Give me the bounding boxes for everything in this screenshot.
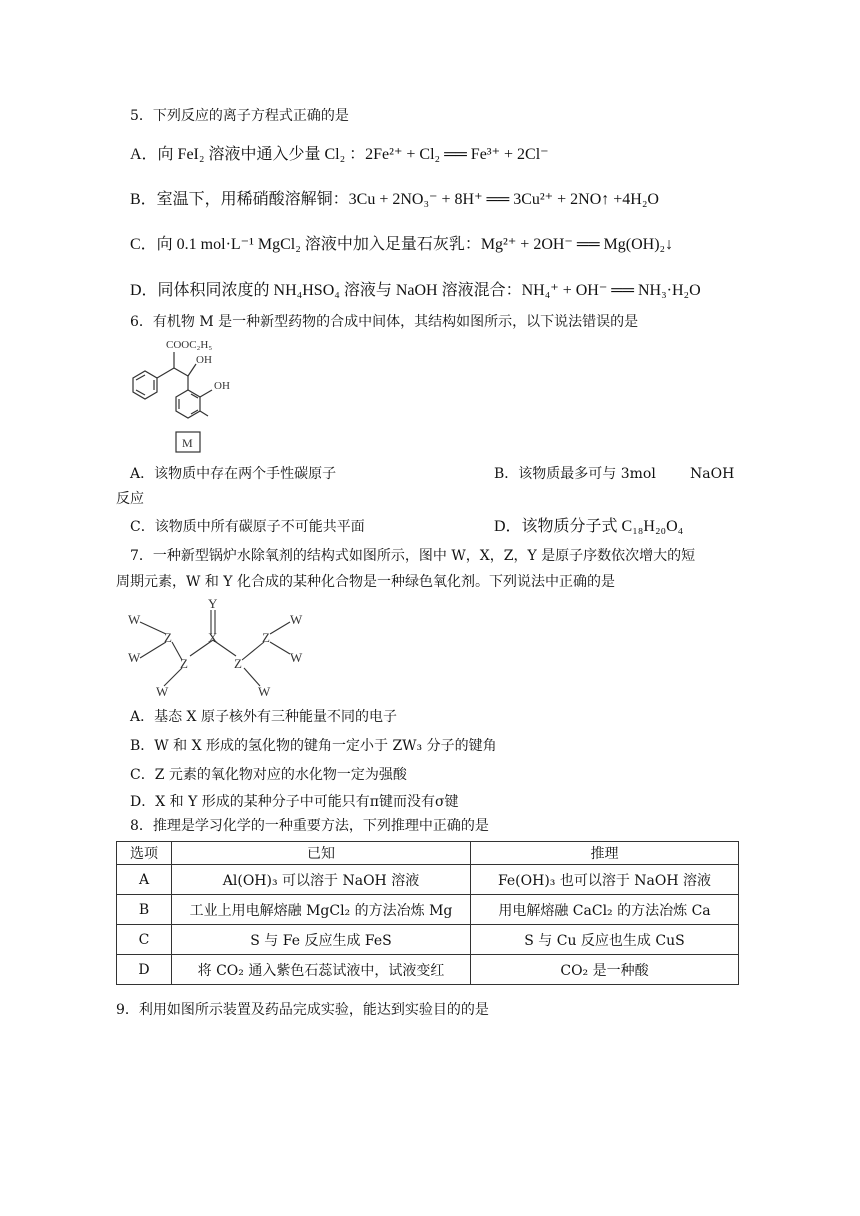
q7-option-a: A．基态 X 原子核外有三种能量不同的电子 <box>130 709 397 725</box>
row-inference: Fe(OH)₃ 也可以溶于 NaOH 溶液 <box>471 865 739 895</box>
atom-y: Y <box>208 596 218 611</box>
header-inference: 推理 <box>471 842 739 865</box>
atom-w: W <box>128 650 141 665</box>
q5-option-d: D．同体积同浓度的 NH₄HSO₄ 溶液与 NaOH 溶液混合：NH₄⁺ + OH⁻ ══ NH₃·H₂O <box>130 282 701 299</box>
table-row <box>117 925 739 955</box>
q7-stem-line2: 周期元素，W 和 Y 化合成的某种化合物是一种绿色氧化剂。下列说法中正确的是 <box>116 574 615 590</box>
atom-w: W <box>128 612 141 627</box>
q7-option-b: B．W 和 X 形成的氢化物的键角一定小于 ZW₃ 分子的键角 <box>130 738 497 754</box>
q6-option-a: A．该物质中存在两个手性碳原子 <box>130 466 337 482</box>
atom-w: W <box>290 650 303 665</box>
q9-stem: 9．利用如图所示装置及药品完成实验，能达到实验目的的是 <box>116 1002 489 1018</box>
table-row <box>117 895 739 925</box>
header-option: 选项 <box>117 842 172 865</box>
row-option: B <box>117 895 172 925</box>
q7-option-d: D．X 和 Y 形成的某种分子中可能只有π键而没有σ键 <box>130 794 459 810</box>
q7-stem-line1: 7．一种新型锅炉水除氧剂的结构式如图所示，图中 W，X，Z，Y 是原子序数依次增大的短 <box>130 548 696 564</box>
row-inference: CO₂ 是一种酸 <box>471 955 739 985</box>
molecule-m-figure <box>128 334 238 460</box>
compound-m-label: M <box>182 436 193 450</box>
structural-formula-figure <box>126 596 316 700</box>
row-option: C <box>117 925 172 955</box>
row-known: Al(OH)₃ 可以溶于 NaOH 溶液 <box>172 865 471 895</box>
q6-stem: 6．有机物 M 是一种新型药物的合成中间体，其结构如图所示，以下说法错误的是 <box>130 314 639 330</box>
q7-option-c: C．Z 元素的氧化物对应的水化物一定为强酸 <box>130 767 407 783</box>
row-known: 工业上用电解熔融 MgCl₂ 的方法冶炼 Mg <box>172 895 471 925</box>
atom-w: W <box>258 684 271 699</box>
row-inference: 用电解熔融 CaCl₂ 的方法冶炼 Ca <box>471 895 739 925</box>
q5-stem: 5．下列反应的离子方程式正确的是 <box>130 108 349 124</box>
q6-option-c: C．该物质中所有碳原子不可能共平面 <box>130 519 365 535</box>
q6-option-b: B．该物质最多可与 3mol <box>494 466 656 482</box>
atom-w: W <box>290 612 303 627</box>
row-option: D <box>117 955 172 985</box>
q6-option-b-continued: 反应 <box>116 491 144 507</box>
q8-stem: 8．推理是学习化学的一种重要方法，下列推理中正确的是 <box>130 818 489 834</box>
atom-w: W <box>156 684 169 699</box>
row-known: 将 CO₂ 通入紫色石蕊试液中，试液变红 <box>172 955 471 985</box>
oh-label-1: OH <box>196 354 212 366</box>
q5-option-c: C．向 0.1 mol·L⁻¹ MgCl₂ 溶液中加入足量石灰乳：Mg²⁺ + 2OH⁻ ══ Mg(OH)₂↓ <box>130 236 674 253</box>
row-known: S 与 Fe 反应生成 FeS <box>172 925 471 955</box>
table-row <box>117 955 739 985</box>
atom-x: X <box>208 630 218 645</box>
atom-z: Z <box>234 656 242 671</box>
atom-z: Z <box>262 630 270 645</box>
row-option: A <box>117 865 172 895</box>
ester-label: COOC₂H₅ <box>166 339 213 351</box>
q6-option-d: D．该物质分子式 C₁₈H₂₀O₄ <box>494 518 684 535</box>
header-known: 已知 <box>172 842 471 865</box>
table-row <box>117 865 739 895</box>
oh-label-2: OH <box>214 380 230 392</box>
q5-option-b: B．室温下，用稀硝酸溶解铜：3Cu + 2NO₃⁻ + 8H⁺ ══ 3Cu²⁺ + 2NO↑ +4H₂O <box>130 191 659 208</box>
reasoning-table <box>116 841 739 985</box>
row-inference: S 与 Cu 反应也生成 CuS <box>471 925 739 955</box>
q5-option-a: A．向 FeI₂ 溶液中通入少量 Cl₂ ：2Fe²⁺ + Cl₂ ══ Fe³⁺ + 2Cl⁻ <box>130 146 549 163</box>
atom-z: Z <box>164 630 172 645</box>
table-header-row <box>117 842 739 865</box>
q6-option-b-naoh: NaOH <box>690 466 735 482</box>
atom-z: Z <box>180 656 188 671</box>
